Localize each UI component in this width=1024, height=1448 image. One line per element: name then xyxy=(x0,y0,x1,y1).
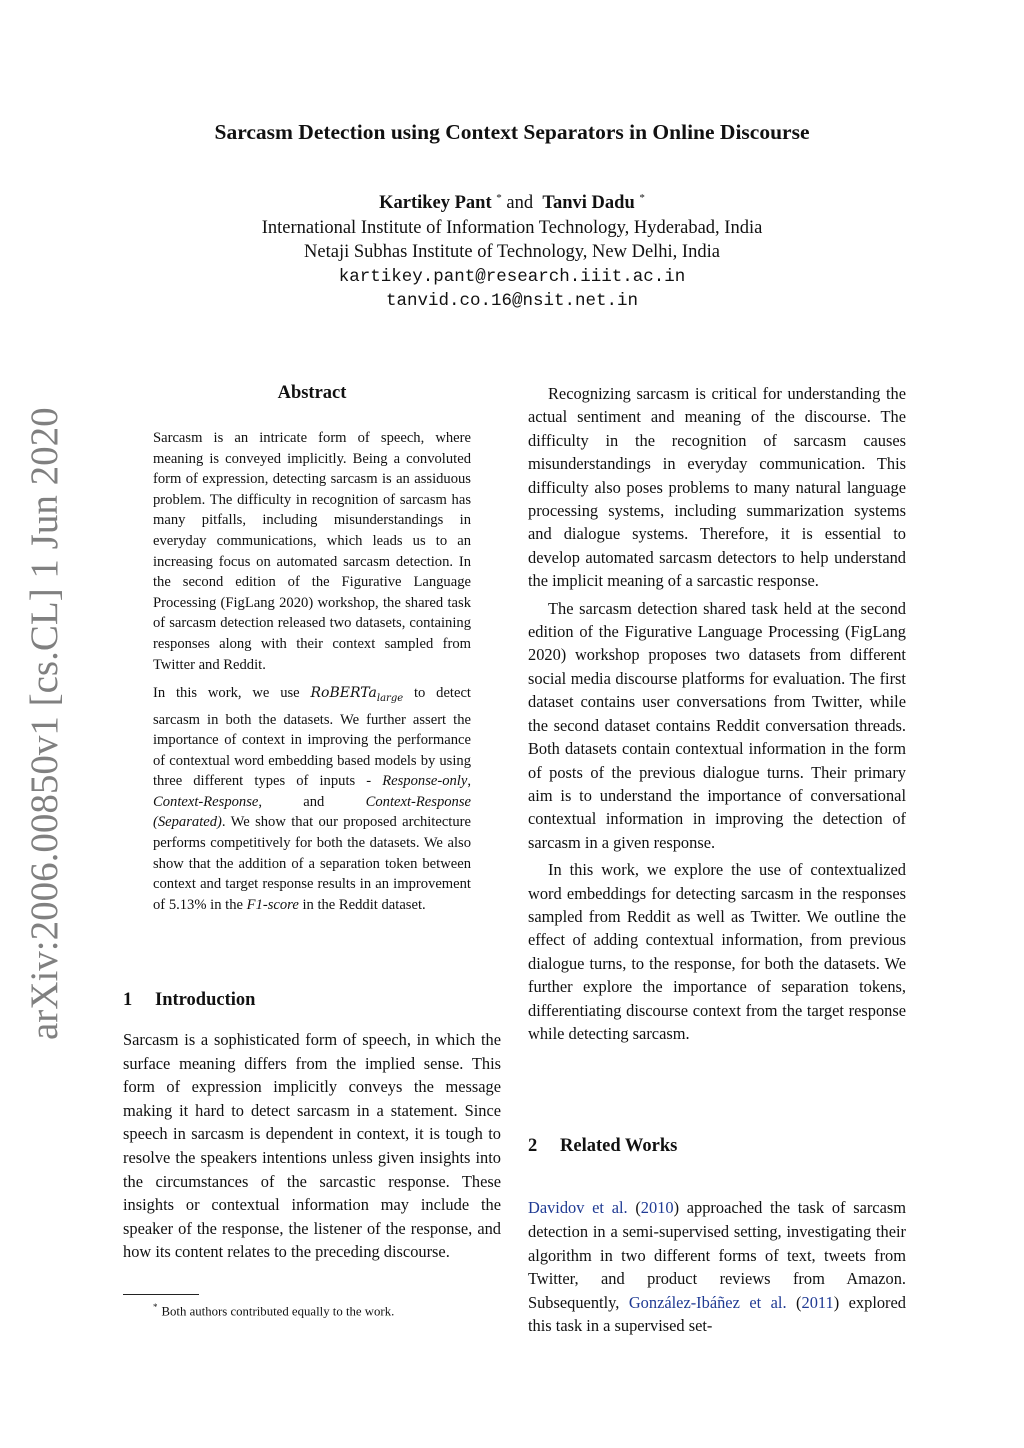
abstract-heading: Abstract xyxy=(277,383,347,403)
math-base: RoBERTa xyxy=(310,685,377,702)
input-type-term: Response-only xyxy=(382,773,468,790)
abstract-paragraph: Sarcasm is an intricate form of speech, where meaning is conveyed implicitly. Being a convoluted form of expression, detecting sarcasm is an assiduous problem. The difficulty in recognition of sarcasm has many pitfalls, including misunderstandings in everyday communications, which leads us to an increasing focus on automated sarcasm detection. In the second edition of the Figurative Language Processing (FigLang 2020) workshop, the shared task of sarcasm detection released two datasets, containing responses along with their context sampled from Twitter and Reddit. xyxy=(153,430,471,673)
footnote-text: Both authors contributed equally to the work. xyxy=(161,1304,395,1319)
author-name: Kartikey Pant xyxy=(379,193,492,214)
paper-title: Sarcasm Detection using Context Separators in Online Discourse xyxy=(214,120,810,144)
author-line xyxy=(0,186,1024,216)
section-number: 2 xyxy=(528,1136,538,1156)
text-run: to detect sarcasm in both the datasets. We further assert the importance of context in improving the performance of contextual word embedding based models by using three different types of inputs - xyxy=(153,685,471,790)
body-paragraph: In this work, we explore the use of contextualized word embeddings for detecting sarcasm in the responses sampled from Reddit as well as Twitter. We outline the effect of adding contextual information, from previous dialogue turns, to the response, for both the datasets. We further explore the importance of separation tokens, differentiating discourse context from the target response while detecting sarcasm. xyxy=(528,860,906,1043)
text-run: , and xyxy=(258,793,366,810)
text-run: approached the task of sarcasm detection in a semi-supervised setting, investigating their algorithm in two different forms of text, tweets from Twitter, and product reviews from Amazon. Subsequently, xyxy=(528,1198,906,1312)
text-run: . We show that our proposed architecture performs competitively for both the datasets. We also show that the addition of a separation token between context and target response results in an improvement of xyxy=(153,814,471,913)
footnote-marker: * xyxy=(496,192,502,204)
citation-link[interactable]: Davidov et al. xyxy=(528,1198,628,1218)
footnote-marker: * xyxy=(639,192,645,204)
section-heading-related-works xyxy=(528,1136,677,1157)
input-type-term: Context-Response (Separated) xyxy=(153,793,471,831)
arxiv-stamp[interactable]: arXiv:2006.00850v1 [cs.CL] 1 Jun 2020 xyxy=(23,407,66,1040)
section-heading-introduction xyxy=(123,990,255,1011)
introduction-body xyxy=(123,1028,501,1264)
author-block xyxy=(0,186,1024,314)
text-run: In this work, we use xyxy=(153,685,311,702)
email[interactable]: kartikey.pant@research.iiit.ac.in xyxy=(338,266,686,287)
body-paragraph: The sarcasm detection shared task held at the second edition of the Figurative Language Processing (FigLang 2020) workshop proposes two datasets from different social media discourse platforms for evaluation. The first dataset contains user conversations from Twitter, while the second dataset contains Reddit conversation threads. Both datasets contain contextual information in the form of posts of the previous dialogue turns. Their primary aim is to understand the importance of conversational contextual information in improving the detection of sarcasm in a given response. xyxy=(528,598,906,852)
author-conjunction: and xyxy=(506,193,534,214)
improvement-value: 5.13% xyxy=(168,896,207,913)
body-paragraph: Recognizing sarcasm is critical for understanding the actual sentiment and meaning of the discourse. The difficulty in the recognition of sarcasm causes misunderstandings in everyday communication. This difficulty also poses problems to many natural language processing systems, including summarization systems and dialogue systems. Therefore, it is essential to develop automated sarcasm detectors to help understand the implicit meaning of a sarcastic response. xyxy=(528,384,906,591)
related-works-body xyxy=(528,1180,906,1354)
abstract-body xyxy=(153,428,471,923)
body-paragraph: Davidov et al. (2010) approached the task of sarcasm detection in a semi-supervised setting, investigating their algorithm in two different forms of text, tweets from Twitter, and product reviews from Amazon. Subsequently, González-Ibáñez et al. (2011) explored this task in a supervised set- xyxy=(528,1198,906,1336)
input-type-term: Context-Response xyxy=(153,793,259,810)
text-run: in the xyxy=(206,896,247,913)
text-run: , xyxy=(467,773,471,790)
author-name: Tanvi Dadu xyxy=(542,193,635,214)
math-model-name xyxy=(310,685,404,704)
text-run: explored this task in a supervised set- xyxy=(528,1292,906,1336)
text-run: in the Reddit dataset. xyxy=(298,896,426,913)
right-column-body xyxy=(528,382,906,1045)
math-subscript: large xyxy=(376,692,404,704)
abstract-paragraph xyxy=(153,683,471,915)
body-paragraph: Sarcasm is a sophisticated form of speech, in which the surface meaning differs from the implied sense. This form of expression implicitly conveys the message making it hard to detect sarcasm in a statement. Since speech in sarcasm is dependent in context, it is tough to resolve the speakers intentions unless given insights into the circumstances of the sarcastic response. These insights or contextual information may include the speaker of the response, the listener of the response, and how its content relates to the preceding discourse. xyxy=(123,1030,501,1262)
citation-year-link[interactable]: 2010 xyxy=(640,1198,674,1218)
email[interactable]: tanvid.co.16@nsit.net.in xyxy=(385,291,639,312)
citation-link[interactable]: González-Ibáñez et al. xyxy=(628,1292,787,1312)
affiliation: Netaji Subhas Institute of Technology, New Delhi, India xyxy=(304,242,720,263)
citation-year-link[interactable]: 2011 xyxy=(801,1292,834,1312)
footnote-rule xyxy=(123,1294,199,1295)
section-number: 1 xyxy=(123,990,133,1010)
affiliation: International Institute of Information Technology, Hyderabad, India xyxy=(261,217,763,238)
section-title: Introduction xyxy=(155,990,256,1010)
footnote-marker: * xyxy=(153,1302,158,1312)
metric-term: F1-score xyxy=(246,896,299,913)
section-title: Related Works xyxy=(560,1136,678,1156)
footnote xyxy=(153,1298,513,1320)
